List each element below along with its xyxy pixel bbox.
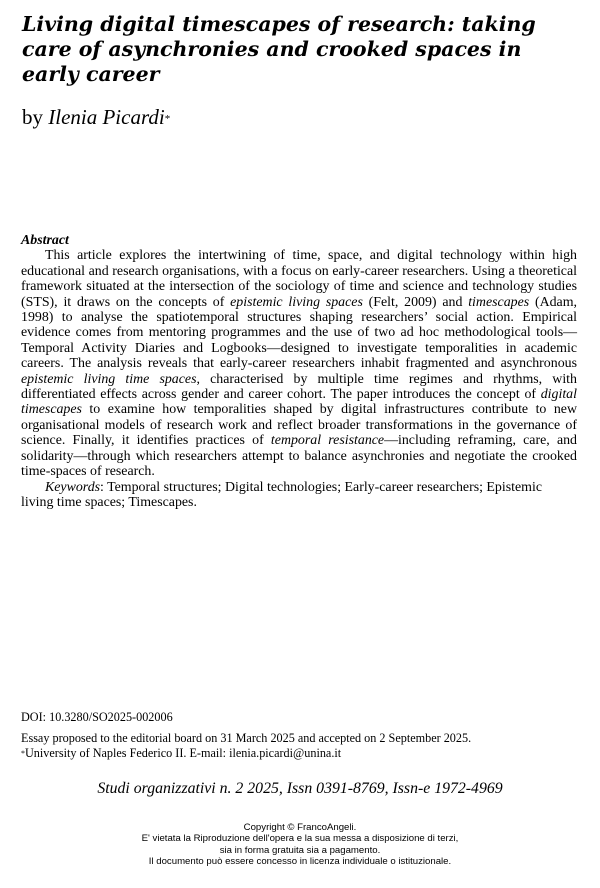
author-footnote-marker: * [164, 113, 171, 125]
byline-prefix: by [22, 105, 43, 129]
copyright-line: Il documento può essere concesso in licenza individuale o istituzionale. [148, 855, 452, 867]
abstract-section [21, 233, 577, 510]
abstract-text: This article explores the intertwining of time, space, and digital technology within high educational and research organisations, with a focus on early-career researchers. Using a theoretical framework situated at the intersection of the sociology of time and science and technology studies (STS), it draws on the concepts of [21, 248, 577, 310]
keywords-label: Keywords [45, 479, 101, 495]
affiliation-note [21, 746, 581, 761]
abstract-text: (Adam, 1998) to analyse the spatiotemporal structures shaping researchers’ social action. Empirical evidence comes from mentoring programmes and the use of two ad hoc methodological tools—Temporal Activity Diaries and Logbooks—designed to investigate temporalities in academic careers. The analysis reveals that early-career researchers inhabit fragmented and asynchronous [21, 294, 577, 372]
abstract-text: , characterised by multiple time regimes and rhythms, with differentiated effects across gender and career cohort. The paper introduces the concept of [21, 371, 577, 403]
essay-dates: Essay proposed to the editorial board on 31 March 2025 and accepted on 2 September 2025. [21, 731, 472, 745]
byline [22, 104, 170, 130]
abstract-term: epistemic living time spaces [21, 371, 197, 387]
copyright-line: E' vietata la Riproduzione dell'opera e la sua messa a disposizione di terzi, [141, 833, 459, 845]
footnotes [21, 710, 581, 761]
article-title: Living digital timescapes of research: taking care of asynchronies and crooked spaces in early career [22, 12, 536, 86]
abstract-text: (Felt, 2009) and [362, 294, 469, 310]
author-name: Ilenia Picardi [48, 105, 165, 129]
copyright-notice [0, 822, 600, 867]
abstract-text: to examine how temporalities shaped by digital infrastructures contribute to new organisational models of research work and reflect broader transformations in the governance of science. Finally, it identifies practices of [21, 402, 577, 449]
affiliation-marker: * [21, 749, 25, 758]
journal-citation: Studi organizzativi n. 2 2025, Issn 0391-8769, Issn-e 1972-4969 [97, 780, 503, 797]
abstract-text: —including reframing, care, and solidarity—through which researchers attempt to balance asynchronies and negotiate the crooked time-spaces of research. [21, 433, 578, 480]
keywords-list: : Temporal structures; Digital technologies; Early-career researchers; Epistemic living time spaces; Timescapes. [21, 479, 542, 510]
abstract-body [21, 248, 577, 479]
abstract-term: timescapes [468, 294, 530, 310]
abstract-term: epistemic living spaces [230, 294, 363, 310]
copyright-line: sia in forma gratuita sia a pagamento. [219, 844, 381, 856]
abstract-heading: Abstract [21, 233, 69, 248]
copyright-line: Copyright © FrancoAngeli. [243, 822, 357, 833]
abstract-term: digital timescapes [21, 387, 577, 418]
keywords-line [21, 480, 577, 511]
abstract-term: temporal resistance [270, 433, 385, 449]
affiliation-text: University of Naples Federico II. E-mail: ilenia.picardi@unina.it [25, 746, 342, 760]
doi: DOI: 10.3280/SO2025-002006 [21, 710, 173, 724]
